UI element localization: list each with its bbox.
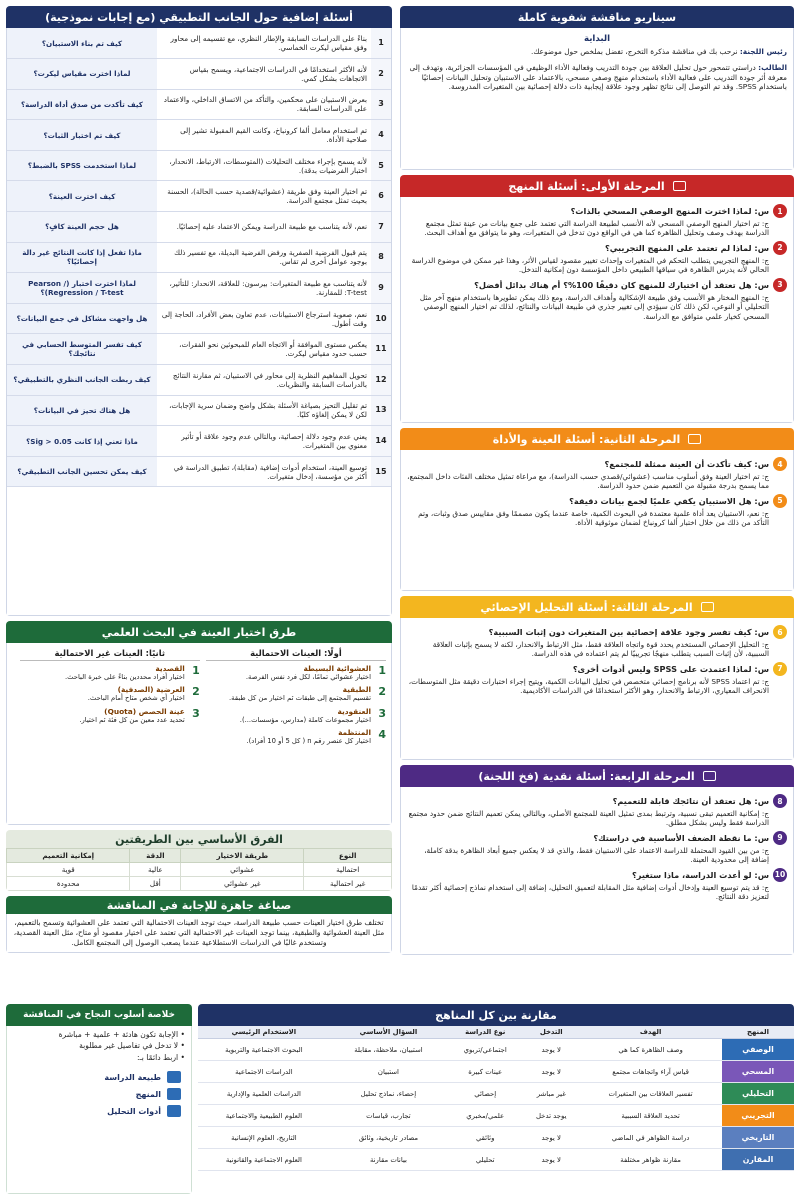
- compare-table: [198, 1026, 794, 1171]
- answer-text: ج: المنهج المختار هو الأنسب وفق طبيعة الإشكالية وأهداف الدراسة، ومع ذلك يمكن تطويرها باستخدام منهج آخر مثل التحليلي أو النوعي، لكن ذلك كان سيؤدي إلى تغيير جذري في طبيعة البيانات والنتائج، لذلك تم اختيار المنهج الوصفي المسحي كخيار علمي متوافق مع الدراسة.: [419, 292, 769, 321]
- sample-number: 4: [378, 728, 386, 742]
- compare-header: التدخل: [523, 1026, 579, 1039]
- compare-row: [198, 1039, 794, 1061]
- question-5: [407, 494, 787, 508]
- compare-row: [198, 1105, 794, 1127]
- phase3-card: [400, 596, 794, 760]
- phase4-title: المرحلة الرابعة: أسئلة نقدية (فخ اللجنة): [478, 769, 695, 783]
- extra-question-row: [7, 89, 391, 120]
- extra-question-text: كيف تأكدت من صدق أداة الدراسة؟: [7, 89, 157, 120]
- diff-header: النوع: [304, 849, 392, 863]
- sample-title: المنتظمة: [338, 728, 371, 738]
- question-text: س: هل الاستبيان يكفي علميًا لجمع بيانات دقيقة؟: [569, 495, 769, 506]
- sample-desc: اختيار مجموعات كاملة (مدارس، مؤسسات...).: [239, 715, 371, 724]
- compare-cell: تحليلي: [447, 1149, 523, 1171]
- compare-cell: تفسير العلاقات بين المتغيرات: [579, 1083, 722, 1105]
- extra-question-row: [7, 365, 391, 396]
- answer-text: ج: قد يتم توسيع العينة وإدخال أدوات إضافية مثل المقابلة لتعميق التحليل، إضافة إلى استخدام نماذج إحصائية أكثر تقدمًا لتعزيز دقة النتائج.: [411, 882, 769, 902]
- extra-question-row: [7, 59, 391, 90]
- extra-question-number: 6: [371, 181, 391, 212]
- compare-cell: إحصائي: [447, 1083, 523, 1105]
- compare-header: نوع الدراسة: [447, 1026, 523, 1039]
- compare-cell: اجتماعي/تربوي: [447, 1039, 523, 1061]
- success-card: [6, 1004, 192, 1194]
- success-link: [17, 1088, 181, 1100]
- sample-desc-wrap: [246, 664, 371, 681]
- compare-cell: لا يوجد: [523, 1149, 579, 1171]
- sample-title: الطبقية: [342, 685, 371, 695]
- answer-text: ج: إمكانية التعميم تبقى نسبية، وترتبط بمدى تمثيل العينة للمجتمع الأصلي، وبالتالي يمكن تعميم النتائج ضمن حدود مجتمع الدراسة فقط وليس بشكل مطلق.: [408, 809, 769, 828]
- extra-answer-text: تم اختيار العينة وفق طريقة (عشوائية/قصدية حسب الحالة)، الحسنة بحيث تمثل مجتمع الدراسة.: [157, 181, 371, 212]
- extra-question-text: هل هناك تحيز في البيانات؟: [7, 395, 157, 426]
- extra-question-text: ماذا تعني إذا كانت Sig > 0.05؟: [7, 426, 157, 457]
- question-6: [407, 625, 787, 639]
- question-number: 7: [773, 662, 787, 676]
- sample-desc: اختيار أفراد محددين بناءً على خبرة الباحث.: [64, 673, 185, 681]
- diff-title: الفرق الأساسي بين الطريقتين: [6, 830, 392, 848]
- extra-questions-table: [7, 28, 391, 487]
- compare-row: [198, 1127, 794, 1149]
- sample-desc: تقسيم المجتمع إلى طبقات ثم اختيار من كل طبقة.: [229, 694, 371, 703]
- sample-number: 2: [378, 685, 386, 699]
- extra-answer-text: يعكس مستوى الموافقة أو الاتجاه العام للمبحوثين نحو الفقرات، حسب حدود مقياس ليكرت.: [157, 334, 371, 365]
- extra-question-text: لماذا استخدمت SPSS بالضبط؟: [7, 150, 157, 181]
- extra-question-row: [7, 212, 391, 243]
- success-line: • لا تدخل في تفاصيل غير مطلوبة: [79, 1041, 185, 1051]
- question-text: س: ما نقطة الضعف الأساسية في دراستك؟: [593, 832, 769, 843]
- question-number: 5: [773, 494, 787, 508]
- diff-cell: احتمالية: [304, 863, 392, 877]
- sample-desc: اختيار عشوائي تمامًا، لكل فرد نفس الفرصة.: [245, 673, 371, 681]
- sample-item: [206, 685, 386, 702]
- prob-title: أولًا: العينات الاحتمالية: [206, 648, 386, 661]
- phase1-body: [400, 197, 794, 423]
- compare-cell: التاريخي: [722, 1127, 794, 1149]
- sample-desc: تحديد عدد معين من كل فئة ثم اختيار.: [79, 715, 185, 724]
- student-label: الطالب:: [758, 62, 787, 72]
- compare-cell: غير مباشر: [523, 1083, 579, 1105]
- compare-cell: العلوم الطبيعية والاجتماعية: [198, 1105, 330, 1127]
- extra-title: أسئلة إضافية حول الجانب التطبيقي (مع إجابات نموذجية): [6, 6, 392, 28]
- sample-desc-wrap: [88, 685, 185, 702]
- sample-desc-wrap: [229, 685, 371, 702]
- gear-icon: [167, 1088, 181, 1100]
- compare-cell: الوصفي: [722, 1039, 794, 1061]
- compare-cell: الدراسات العلمية والإدارية: [198, 1083, 330, 1105]
- question-8: [407, 794, 787, 808]
- extra-question-text: كيف تم بناء الاستبيان؟: [7, 28, 157, 59]
- sampling-card: [6, 621, 392, 825]
- compare-header: الهدف: [579, 1026, 722, 1039]
- extra-answer-text: تم تقليل التحيز بصياغة الأسئلة بشكل واضح وضمان سرية الإجابات، لكن لا يمكن إلغاؤه كليًا.: [157, 395, 371, 426]
- sample-title: عينة الحصص (Quota): [104, 706, 185, 716]
- success-link-label: أدوات التحليل: [107, 1106, 161, 1116]
- sample-desc: اختيار أي شخص متاح أمام الباحث.: [87, 694, 185, 703]
- nonprob-samples: [17, 645, 203, 731]
- scenario-card: [400, 6, 794, 170]
- question-text: س: كيف تأكدت أن العينة ممثلة للمجتمع؟: [604, 459, 769, 469]
- compare-cell: التحليلي: [722, 1083, 794, 1105]
- extra-question-text: كيف تم اختبار الثبات؟: [7, 120, 157, 151]
- compare-header: السؤال الأساسي: [330, 1026, 447, 1039]
- compare-card: [198, 1004, 794, 1194]
- compare-cell: استبيان: [330, 1061, 447, 1083]
- compare-cell: لا يوجد: [523, 1127, 579, 1149]
- answer-text: ج: تم اختيار المنهج الوصفي المسحي لأنه الأنسب لطبيعة الدراسة التي تعتمد على جمع بيانات من عينة تمثل مجتمع الدراسة بهدف وصف وتحليل الظاهرة كما هي في الواقع دون تدخل في المتغيرات، وهو ما يتوافق مع أهداف البحث.: [424, 219, 769, 238]
- bottom-section: [6, 1004, 794, 1194]
- extra-answer-text: بناءً على الدراسات السابقة والإطار النظري، مع تقسيمه إلى محاور وفق مقياس ليكرت الخماسي.: [157, 28, 371, 59]
- extra-answer-text: بعرض الاستبيان على محكمين، والتأكد من الاتساق الداخلي، والاعتماد على الدراسات السابقة.: [157, 89, 371, 120]
- question-number: 2: [773, 241, 787, 255]
- compare-cell: المقارن: [722, 1149, 794, 1171]
- phase2-body: [400, 450, 794, 591]
- compare-cell: إحصاء، نماذج تحليل: [330, 1083, 447, 1105]
- phase3-title: المرحلة الثالثة: أسئلة التحليل الإحصائي: [480, 600, 693, 614]
- compare-cell: التجريبي: [722, 1105, 794, 1127]
- compare-cell: البحوث الاجتماعية والتربوية: [198, 1039, 330, 1061]
- compare-cell: تجارب، قياسات: [330, 1105, 447, 1127]
- success-link-label: طبيعة الدراسة: [104, 1072, 161, 1082]
- extra-questions-card: [6, 6, 392, 616]
- phase4-card: [400, 765, 794, 955]
- sample-desc: اختيار كل عنصر رقم n ( كل 5 أو 10 أفراد).: [246, 737, 371, 746]
- extra-question-number: 15: [371, 456, 391, 487]
- compare-cell: العلوم الاجتماعية والقانونية: [198, 1149, 330, 1171]
- question-text: س: لو أعدت الدراسة، ماذا ستغير؟: [632, 869, 769, 880]
- left-column: [400, 6, 794, 960]
- answer-text: ج: من بين القيود المحتملة للدراسة الاعتماد على الاستبيان فقط، والذي قد لا يعكس جميع أبعاد الظاهرة بدقة كاملة، إضافة إلى محدودية العينة.: [424, 845, 769, 865]
- diff-row: [7, 863, 392, 877]
- diff-cell: أقل: [130, 877, 181, 891]
- sample-item: [20, 685, 200, 702]
- answer-text: ج: المنهج التجريبي يتطلب التحكم في المتغيرات وإحداث تغيير مقصود لقياس الأثر، وهذا غير ممكن في موضوع الدراسة الحالي لأنه يدرس الظاهرة في سياقها الطبيعي داخل المؤسسة دون إمكانية التدخل.: [411, 255, 769, 275]
- diff-cell: غير احتمالية: [304, 877, 392, 891]
- question-10: [407, 868, 787, 882]
- diff-header: إمكانية التعميم: [7, 849, 130, 863]
- bar-chart-icon: [167, 1105, 181, 1117]
- scenario-title: سيناريو مناقشة شفوية كاملة: [400, 6, 794, 28]
- phase2-title: المرحلة الثانية: أسئلة العينة والأداة: [492, 432, 681, 446]
- phase4-body: [400, 787, 794, 955]
- bar-chart-icon: [701, 602, 714, 612]
- diff-table: [6, 848, 392, 891]
- sample-number: 3: [192, 706, 200, 720]
- sample-desc-wrap: [240, 707, 371, 724]
- question-2: [407, 241, 787, 255]
- book-icon: [673, 181, 686, 191]
- question-3: [407, 278, 787, 292]
- ready-card: [6, 896, 392, 953]
- extra-question-row: [7, 181, 391, 212]
- compare-row: [198, 1083, 794, 1105]
- extra-question-text: كيف يمكن تحسين الجانب التطبيقي؟: [7, 456, 157, 487]
- extra-answer-text: نعم، صعوبة استرجاع الاستبيانات، عدم تعاون بعض الأفراد، الحاجة إلى وقت أطول.: [157, 303, 371, 334]
- sample-item: [206, 707, 386, 724]
- sample-number: 2: [192, 685, 200, 699]
- compare-cell: بيانات مقارنة: [330, 1149, 447, 1171]
- extra-question-text: هل واجهت مشاكل في جمع البيانات؟: [7, 303, 157, 334]
- compare-cell: الدراسات الاجتماعية: [198, 1061, 330, 1083]
- question-number: 3: [773, 278, 787, 292]
- extra-question-text: كيف اخترت العينة؟: [7, 181, 157, 212]
- extra-question-number: 11: [371, 334, 391, 365]
- extra-question-number: 7: [371, 212, 391, 243]
- compare-cell: استبيان، ملاحظة، مقابلة: [330, 1039, 447, 1061]
- sample-number: 3: [378, 706, 386, 720]
- extra-question-row: [7, 150, 391, 181]
- question-7: [407, 662, 787, 676]
- extra-question-text: هل حجم العينة كافٍ؟: [7, 212, 157, 243]
- extra-question-row: [7, 273, 391, 304]
- question-number: 4: [773, 457, 787, 471]
- extra-question-number: 5: [371, 150, 391, 181]
- ready-text: تختلف طرق اختيار العينات حسب طبيعة الدراسة، حيث توجد العينات الاحتمالية التي تعتمد على العشوائية وتسمح بالتعميم، مثل العينة العشوائية والطبقية، بينما توجد العينات غير الاحتمالية التي تعتمد على اختيار مقصود أو متاح، مثل العينة القصدية، وتستخدم غالبًا في الدراسات الاستطلاعية عندما يصعب الوصول إلى المجتمع الكامل.: [6, 914, 392, 953]
- people-icon: [688, 434, 701, 444]
- compare-header: المنهج: [722, 1026, 794, 1039]
- ready-title: صياغة جاهزة للإجابة في المناقشة: [6, 896, 392, 914]
- compare-cell: عينات كبيرة: [447, 1061, 523, 1083]
- success-link-label: المنهج: [135, 1089, 161, 1099]
- extra-question-row: [7, 334, 391, 365]
- sample-title: العنقودية: [337, 706, 371, 716]
- diff-header: طريقة الاختيار: [181, 849, 304, 863]
- extra-question-number: 1: [371, 28, 391, 59]
- extra-question-row: [7, 426, 391, 457]
- compare-header: الاستخدام الرئيسي: [198, 1026, 330, 1039]
- extra-question-number: 2: [371, 59, 391, 90]
- extra-question-text: لماذا اخترت مقياس ليكرت؟: [7, 59, 157, 90]
- extra-question-number: 12: [371, 365, 391, 396]
- question-4: [407, 457, 787, 471]
- question-text: س: هل تعتقد أن نتائجك قابلة للتعميم؟: [612, 796, 769, 806]
- sample-desc-wrap: [79, 707, 185, 724]
- extra-question-number: 3: [371, 89, 391, 120]
- success-line: • اربط دائمًا بـ:: [136, 1052, 185, 1062]
- book-icon: [167, 1071, 181, 1083]
- sample-number: 1: [378, 664, 386, 677]
- extra-answer-text: توسيع العينة، استخدام أدوات إضافية (مقابلة)، تطبيق الدراسة في أكثر من مؤسسة، إدخال متغيرات.: [157, 456, 371, 487]
- answer-text: ج: التحليل الإحصائي المستخدم يحدد قوة واتجاه العلاقة فقط، مثل الارتباط والانحدار، لكنه لا يسمح بإثبات العلاقة السببية، لأن إثبات السبب يتطلب منهجًا تجريبيًا لم يتم اعتماده في هذه الدراسة.: [432, 640, 769, 659]
- answer-text: ج: تم اختيار العينة وفق أسلوب مناسب (عشوائي/قصدي حسب الدراسة)، مع مراعاة تمثيل مختلف الفئات داخل المجتمع، مما يسمح بدرجة مقبولة من التعميم ضمن حدود الدراسة.: [407, 472, 769, 491]
- diff-header: الدقة: [130, 849, 181, 863]
- extra-question-text: ماذا تفعل إذا كانت النتائج غير دالة إحصائيًا؟: [7, 242, 157, 273]
- extra-answer-text: لأنه يتناسب مع طبيعة المتغيرات: بيرسون: للعلاقة، الانحدار: للتأثير، T-test: للمقارنة.: [157, 273, 371, 304]
- question-1: [407, 204, 787, 218]
- phase1-title: المرحلة الأولى: أسئلة المنهج: [508, 179, 665, 193]
- compare-cell: تحديد العلاقة السببية: [579, 1105, 722, 1127]
- diff-cell: عشوائي: [181, 863, 304, 877]
- sample-item: [20, 664, 200, 681]
- compare-title: مقارنة بين كل المناهج: [198, 1004, 794, 1026]
- diff-card: [6, 830, 392, 891]
- extra-answer-text: تم استخدام معامل ألفا كرونباخ، وكانت القيم المقبولة تشير إلى صلاحية الأداة.: [157, 120, 371, 151]
- student-text: دراستي تتمحور حول تحليل العلاقة بين جودة التدريب وفعالية الأداء الوظيفي في المؤسسات الجزائرية، وتهدف إلى معرفة أثر جودة التدريب على فعالية الأداء باستخدام منهج وصفي مسحي، بالاعتماد على الاستبيان وتحليل البيانات إحصائيًا باستخدام SPSS. وقد تم التوصل إلى نتائج تظهر وجود علاقة إيجابية ذات دلالة إحصائية بين المتغيرات المدروسة.: [409, 62, 787, 92]
- extra-answer-text: نعم، لأنه يتناسب مع طبيعة الدراسة ويمكن الاعتماد عليه إحصائيًا.: [157, 212, 371, 243]
- question-text: س: هل تعتقد أن اختيارك للمنهج كان دقيقًا 100%؟ أم هناك بدائل أفضل؟: [474, 279, 769, 290]
- compare-cell: مصادر تاريخية، وثائق: [330, 1127, 447, 1149]
- success-lines: [7, 1026, 191, 1066]
- question-number: 6: [773, 625, 787, 639]
- answer-text: ج: تم اعتماد SPSS لأنه برنامج إحصائي متخصص في تحليل البيانات الكمية، ويتيح إجراء اختبارات دقيقة مثل المتوسطات، الانحراف المعياري، الارتباط والانحدار، وهو الأكثر استخدامًا في الدراسات الأكاديمية.: [408, 676, 769, 696]
- extra-question-number: 13: [371, 395, 391, 426]
- diff-cell: محدودة: [7, 877, 130, 891]
- compare-cell: المسحي: [722, 1061, 794, 1083]
- extra-question-number: 4: [371, 120, 391, 151]
- sample-desc-wrap: [247, 728, 372, 745]
- phase1-card: [400, 175, 794, 423]
- extra-question-number: 8: [371, 242, 391, 273]
- extra-question-row: [7, 395, 391, 426]
- extra-question-text: كيف تفسر المتوسط الحسابي في نتائجك؟: [7, 334, 157, 365]
- success-title: خلاصة أسلوب النجاح في المناقشة: [6, 1004, 192, 1026]
- question-number: 8: [773, 794, 787, 808]
- sample-desc-wrap: [65, 664, 185, 681]
- extra-answer-text: لأنه يسمح بإجراء مختلف التحليلات (المتوسطات، الارتباط، الانحدار، اختبار الفرضيات بدقة).: [157, 150, 371, 181]
- extra-question-text: لماذا اخترت اختبار (Pearson / Regression / T-test)؟: [7, 273, 157, 304]
- extra-answer-text: تحويل المفاهيم النظرية إلى محاور في الاستبيان، ثم مقارنة النتائج بالدراسات السابقة والنظريات.: [157, 365, 371, 396]
- extra-question-row: [7, 28, 391, 59]
- success-line: • الإجابة تكون هادئة + علمية + مباشرة: [58, 1030, 185, 1039]
- extra-answer-text: لأنه الأكثر استخدامًا في الدراسات الاجتماعية، ويسمح بقياس الاتجاهات بشكل كمي.: [157, 59, 371, 90]
- diff-row: [7, 877, 392, 891]
- scenario-start: البداية: [583, 34, 611, 44]
- question-number: 1: [773, 204, 787, 218]
- compare-cell: مقارنة ظواهر مختلفة: [579, 1149, 722, 1171]
- chair-text: نرحب بك في مناقشة مذكرة التخرج، تفضل بملخص حول موضوعك.: [530, 47, 740, 56]
- extra-answer-text: يعني عدم وجود دلالة إحصائية، وبالتالي عدم وجود علاقة أو تأثير معنوي بين المتغيرات.: [157, 426, 371, 457]
- question-text: س: كيف تفسر وجود علاقة إحصائية بين المتغيرات دون إثبات السببية؟: [488, 627, 769, 637]
- success-link: [17, 1105, 181, 1117]
- compare-row: [198, 1061, 794, 1083]
- question-text: س: لماذا اخترت المنهج الوصفي المسحي بالذات؟: [570, 206, 769, 216]
- question-number: 9: [773, 831, 787, 845]
- right-column: [6, 6, 392, 958]
- nonprob-title: ثانيًا: العينات غير الاحتمالية: [20, 648, 200, 661]
- sample-item: [206, 664, 386, 681]
- compare-row: [198, 1149, 794, 1171]
- sample-title: العشوائية البسيطة: [303, 664, 371, 673]
- extra-answer-text: يتم قبول الفرضية الصفرية ورفض الفرضية البديلة، مع تفسير ذلك بوجود عوامل أخرى لم تقاس.: [157, 242, 371, 273]
- chair-label: رئيس اللجنة:: [739, 47, 787, 56]
- compare-cell: وصف الظاهرة كما هي: [579, 1039, 722, 1061]
- success-link: [17, 1071, 181, 1083]
- phase2-card: [400, 428, 794, 591]
- compare-cell: قياس آراء واتجاهات مجتمع: [579, 1061, 722, 1083]
- compare-cell: وثائقي: [447, 1127, 523, 1149]
- diff-cell: غير عشوائي: [181, 877, 304, 891]
- sample-number: 1: [192, 664, 200, 677]
- question-icon: [703, 771, 716, 781]
- extra-question-row: [7, 456, 391, 487]
- extra-question-row: [7, 242, 391, 273]
- sample-title: العرضية (الصدفية): [117, 685, 185, 695]
- question-number: 10: [773, 868, 787, 882]
- extra-question-row: [7, 120, 391, 151]
- compare-cell: يوجد تدخل: [523, 1105, 579, 1127]
- phase3-body: [400, 618, 794, 760]
- compare-cell: دراسة الظواهر في الماضي: [579, 1127, 722, 1149]
- extra-question-number: 10: [371, 303, 391, 334]
- compare-cell: لا يوجد: [523, 1039, 579, 1061]
- extra-question-number: 9: [371, 273, 391, 304]
- question-9: [407, 831, 787, 845]
- compare-cell: علمي/مخبري: [447, 1105, 523, 1127]
- question-text: س: لماذا لم تعتمد على المنهج التجريبي؟: [605, 242, 769, 253]
- sample-item: [206, 728, 386, 745]
- sample-title: القصدية: [155, 664, 185, 673]
- extra-question-row: [7, 303, 391, 334]
- question-text: س: لماذا اعتمدت على SPSS وليس أدوات أخرى؟: [572, 663, 769, 674]
- diff-cell: قوية: [7, 863, 130, 877]
- sample-item: [20, 707, 200, 724]
- extra-question-number: 14: [371, 426, 391, 457]
- sampling-title: طرق اختيار العينة في البحث العلمي: [6, 621, 392, 643]
- diff-cell: عالية: [130, 863, 181, 877]
- prob-samples: [203, 645, 389, 753]
- extra-question-text: كيف ربطت الجانب النظري بالتطبيقي؟: [7, 365, 157, 396]
- compare-cell: لا يوجد: [523, 1061, 579, 1083]
- answer-text: ج: نعم، الاستبيان يعد أداة علمية معتمدة في البحوث الكمية، خاصة عندما يكون مصممًا وفق مقاييس صدق وثبات، وتم التأكد من ذلك من خلال اختبار ألفا كرونباخ لضمان موثوقية الأداة.: [418, 508, 769, 528]
- compare-cell: التاريخ، العلوم الإنسانية: [198, 1127, 330, 1149]
